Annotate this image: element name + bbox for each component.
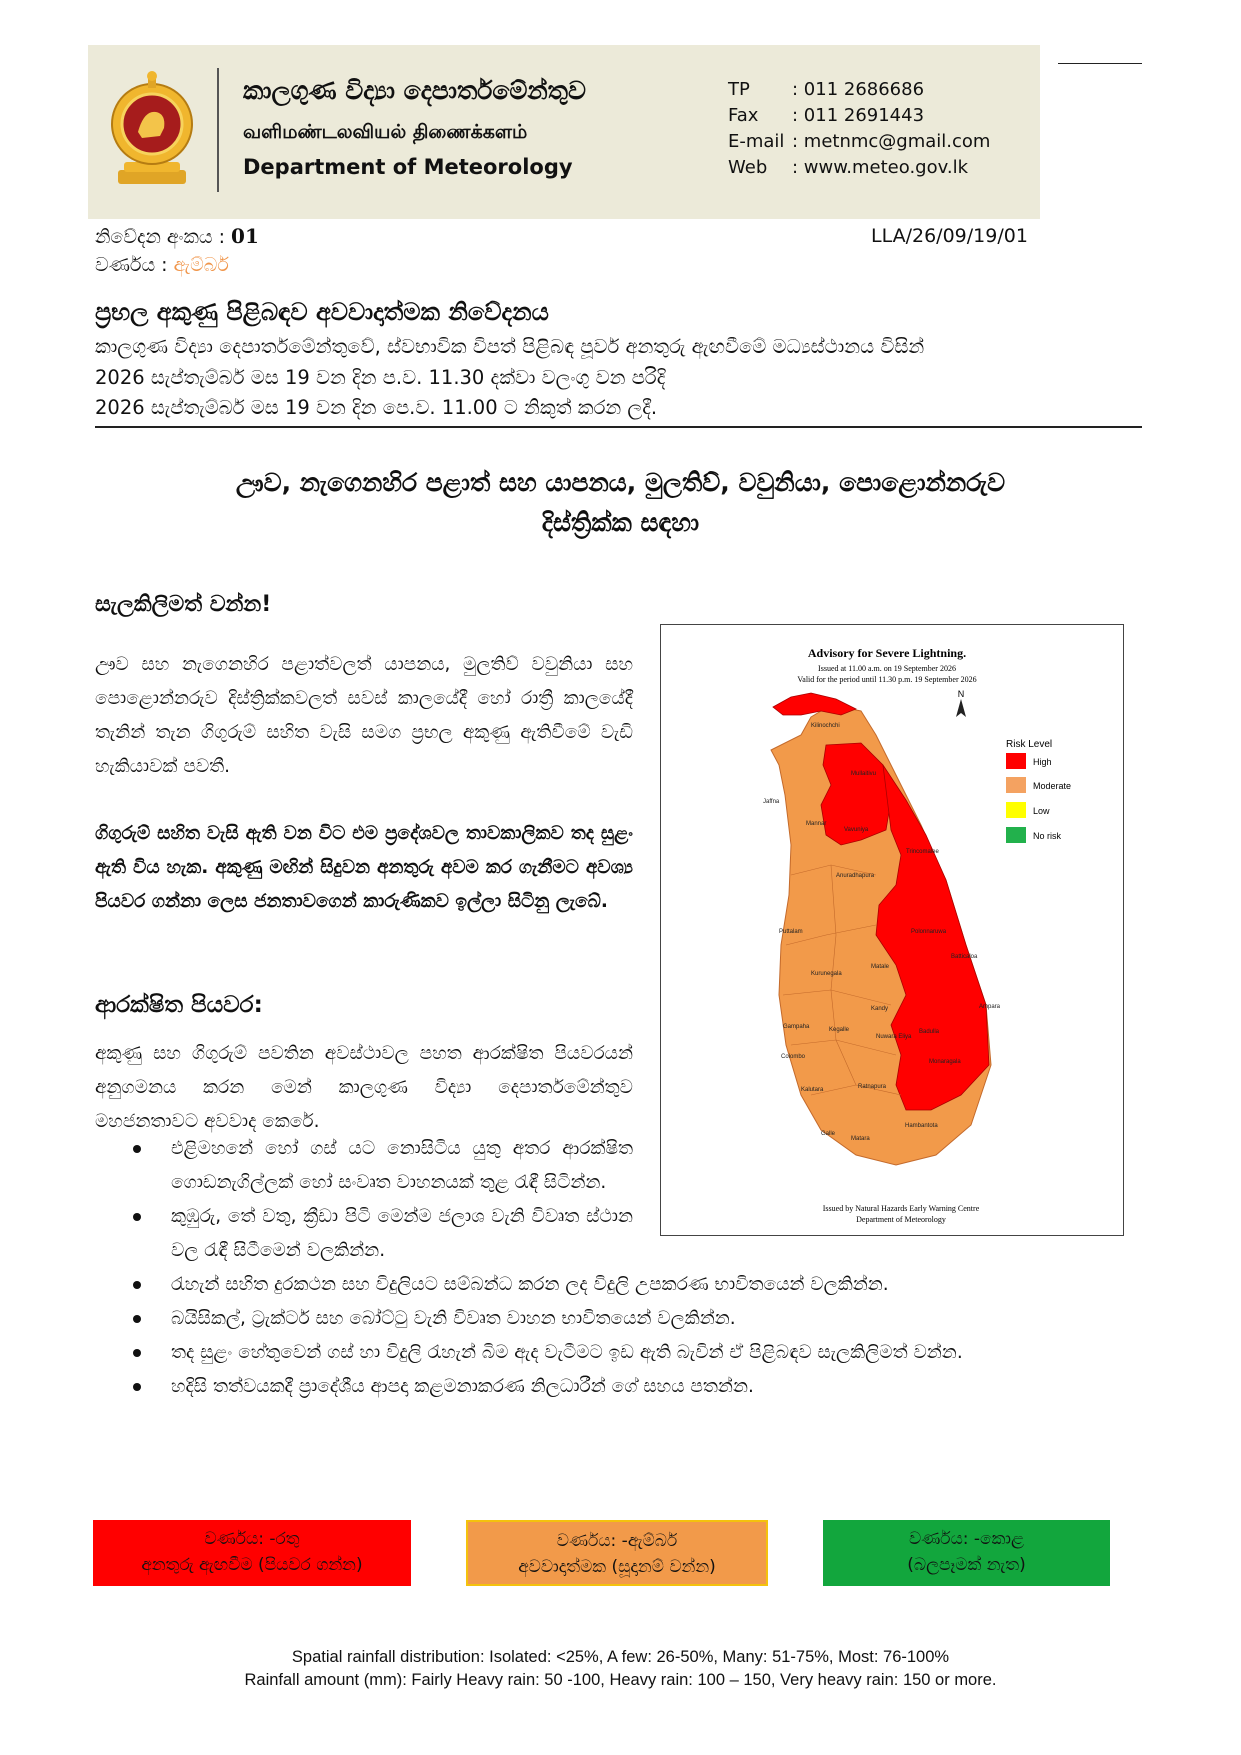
- divider: [95, 426, 1142, 428]
- legend-green: [823, 1520, 1110, 1586]
- place-label: Matara: [851, 1136, 870, 1142]
- precautions-intro: අකුණු සහ ගිගුරුම් පවතින අවස්ථාවල පහත ආරක්ෂිත පියවරයන් අනුගමනය කරන මෙන් කාලගුණ විද්‍යා දෙපාර්තමේන්තුව මහජනතාවට අවවාද කෙරේ.: [95, 1043, 633, 1132]
- precautions-heading: ආරක්ෂිත පියවර:: [95, 992, 263, 1018]
- risk-legend-title: Risk Level: [1006, 739, 1053, 750]
- legend-line: වර්ණය: -ඇම්බර්: [556, 1531, 678, 1551]
- list-item-text: හදිසි තත්වයකදී ප්‍රාදේශීය ආපදා කළමනාකරණ නිලධාරීන් ගේ සහය පතන්න.: [171, 1376, 754, 1397]
- map-footer: Issued by Natural Hazards Early Warning Centre: [822, 1204, 980, 1213]
- reference-code: LLA/26/09/19/01: [871, 225, 1028, 247]
- place-label: Kegalle: [829, 1027, 850, 1033]
- issue-line: කාලගුණ විද්‍යා දෙපාර්තමේන්තුවේ, ස්වභාවික විපත් පිළිබඳ පූර්ව අනතුරු ඇඟවීමේ මධ්‍යස්ථානය විසින්: [95, 335, 925, 358]
- contact-fax: [728, 103, 924, 129]
- list-item-text: එළිමහනේ හෝ ගස් යට නොසිටිය යුතු අතර ආරක්ෂිත ගොඩනැගිල්ලක් හෝ සංවෘත වාහනයක් තුළ රැඳී සිටින්න.: [171, 1138, 633, 1193]
- contact-web: [728, 155, 968, 181]
- contact-value[interactable]: : metnmc@gmail.com: [792, 131, 991, 152]
- header-divider: [217, 68, 219, 192]
- place-label: Batticaloa: [951, 954, 978, 960]
- contact-value: : 011 2691443: [792, 105, 925, 126]
- map-footer: Department of Meteorology: [856, 1215, 946, 1224]
- legend-line: අවවාදාත්මක (සූදානම් වන්න): [518, 1557, 716, 1577]
- contact-value: : 011 2686686: [792, 79, 925, 100]
- issue-line: 2026 සැප්තැම්බර් මස 19 වන දින ප.ව. 11.30 දක්වා වලංගු වන පරිදි: [95, 366, 666, 389]
- place-label: Kilinochchi: [811, 723, 840, 729]
- districts-heading: දිස්ත්‍රික්ක සඳහා: [541, 508, 700, 537]
- place-label: Colombo: [781, 1054, 806, 1060]
- place-label: Hambantota: [905, 1123, 938, 1129]
- contact-value[interactable]: : www.meteo.gov.lk: [792, 157, 969, 178]
- legend-line: අනතුරු ඇඟවීම (පියවර ගන්න): [141, 1555, 363, 1575]
- list-item: [95, 1370, 963, 1404]
- place-label: Kurunegala: [811, 971, 842, 977]
- list-item-text: රැහැන් සහිත දුරකථන සහ විදුලියට සම්බන්ධ කරන ලද විදුලි උපකරණ භාවිතයෙන් වලකින්න.: [171, 1274, 889, 1295]
- bullet-icon: [133, 1145, 141, 1153]
- legend-red: [93, 1520, 411, 1586]
- notice-number-label: නිවේදන අංකය :: [95, 226, 232, 248]
- map-issued: Issued at 11.00 a.m. on 19 September 2026: [818, 664, 956, 673]
- legend-swatch-high: [1006, 753, 1026, 769]
- advisory-title: ප්‍රභල අකුණු පිළිබඳව අවවාදාත්මක නිවේදනය: [95, 298, 549, 326]
- place-label: Kalutara: [801, 1087, 824, 1093]
- legend-swatch-low: [1006, 802, 1026, 818]
- legend-line: වර්ණය: -රතු: [204, 1529, 300, 1549]
- contact-label: E-mail: [728, 131, 785, 152]
- dept-name-sinhala: කාලගුණ විද්‍යා දෙපාර්තමේන්තුව: [243, 76, 586, 105]
- place-label: Ratnapura: [858, 1084, 887, 1090]
- colour-value: ඇම්බර්: [173, 254, 229, 276]
- legend-line: (බලපෑමක් නැත): [907, 1555, 1026, 1575]
- contact-label: Fax: [728, 105, 759, 126]
- legend-amber: [466, 1520, 768, 1586]
- contact-label: TP: [728, 79, 750, 100]
- legend-swatch-no-risk: [1006, 827, 1026, 843]
- warning-paragraph: ගිගුරුම් සහිත වැසි ඇති වන විට එම ප්‍රදේශවල තාවකාලිකව තද සුළං ඇති විය හැක. අකුණු මඟින් සිදුවන අනතුරු අවම කර ගැනීමට අවශ්‍ය පියවර ගන්නා ලෙස ජනතාවගෙන් කාරුණිකව ඉල්ලා සිටිනු ලැබේ.: [95, 823, 633, 912]
- legend-label: No risk: [1033, 831, 1062, 841]
- place-label: Galle: [821, 1131, 836, 1137]
- place-label: Vavuniya: [844, 827, 869, 833]
- issue-line: 2026 සැප්තැම්බර් මස 19 වන දින පෙ.ව. 11.00 ට නිකුත් කරන ලදී.: [95, 396, 658, 419]
- contact-label: Web: [728, 157, 768, 178]
- notice-number: [95, 224, 259, 248]
- place-label: Puttalam: [779, 929, 803, 935]
- list-item: [95, 1336, 963, 1370]
- legend-line: වර්ණය: -කොළ: [908, 1529, 1024, 1549]
- place-label: Matale: [871, 964, 890, 970]
- header-rule: [1058, 63, 1142, 64]
- list-item-text: බයිසිකල්, ට්‍රැක්ටර් සහ බෝට්ටු වැනි විවෘත වාහන භාවිතයෙන් වලකින්න.: [171, 1308, 736, 1329]
- footer-note: Spatial rainfall distribution: Isolated: <25%, A few: 26-50%, Many: 51-75%, Most: 76-100%: [291, 1648, 950, 1666]
- sri-lanka-emblem-icon: [108, 70, 196, 188]
- legend-label: Low: [1033, 806, 1050, 816]
- place-label: Nuwara Eliya: [876, 1034, 912, 1040]
- legend-label: High: [1033, 757, 1052, 767]
- place-label: Anuradhapura: [836, 873, 875, 879]
- map-title: Advisory for Severe Lightning.: [807, 646, 967, 660]
- legend-label: Moderate: [1033, 781, 1072, 791]
- contact-email: [728, 129, 990, 155]
- place-label: Badulla: [919, 1029, 940, 1035]
- bullet-icon: [133, 1349, 141, 1357]
- place-label: Polonnaruwa: [911, 929, 947, 935]
- list-item: [95, 1268, 963, 1302]
- place-label: Trincomalee: [906, 849, 939, 855]
- place-label: Ampara: [979, 1004, 1001, 1010]
- footer-note: Rainfall amount (mm): Fairly Heavy rain: 50 -100, Heavy rain: 100 – 150, Very heavy rain: 150 or more.: [244, 1671, 997, 1689]
- map-region-jaffna: [773, 693, 856, 715]
- place-label: Kandy: [871, 1006, 889, 1012]
- legend-swatch-moderate: [1006, 777, 1026, 793]
- contact-phone: [728, 77, 924, 103]
- place-label: Jaffna: [763, 799, 780, 805]
- place-label: Monaragala: [929, 1059, 961, 1065]
- forecast-paragraph: ඌව සහ නැගෙනහිර පළාත්වලත් යාපනය, මුලතිව් වවුනියා සහ පොළොන්නරුව දිස්ත්‍රික්කවලත් සවස් කාලයේදී හෝ රාත්‍රී කාලයේදී තැනින් තැන ගිගුරුම් සහිත වැසි සමග ප්‍රභල අකුණු ඇතිවීමේ වැඩි හැකියාවක් පවතී.: [95, 654, 633, 777]
- colour-label: වර්ණය :: [95, 254, 174, 276]
- dept-name-english: Department of Meteorology: [243, 155, 573, 179]
- place-label: Mullaitivu: [851, 771, 877, 777]
- notice-number-value: 01: [231, 224, 259, 248]
- districts-heading: ඌව, නැගෙනහිර පළාත් සහ යාපනය, මුලතිව්, වවුනියා, පොළොන්නරුව: [235, 468, 1006, 497]
- bullet-icon: [133, 1315, 141, 1323]
- north-label: N: [957, 689, 965, 699]
- list-item-text: තද සුළං හේතුවෙන් ගස් හා විදුලි රැහැන් බිම ඇද වැටීමට ඉඩ ඇති බැවින් ඒ පිළිබඳව සැලකිලිමත් වන්න.: [171, 1342, 963, 1363]
- list-item-text: කුඹුරු, තේ වතු, ක්‍රීඩා පිටි මෙන්ම ජලාශ වැනි විවෘත ස්ථාන වල රැඳී සිටීමෙන් වලකින්න.: [171, 1206, 633, 1261]
- place-label: Mannar: [806, 821, 827, 827]
- bullet-icon: [133, 1281, 141, 1289]
- notice-colour: [95, 254, 229, 276]
- bullet-icon: [133, 1383, 141, 1391]
- place-label: Gampaha: [783, 1024, 810, 1030]
- dept-name-tamil: வளிமண்டலவியல் திணைக்களம்: [243, 121, 528, 143]
- lightning-risk-map: [660, 624, 1124, 1236]
- bullet-icon: [133, 1213, 141, 1221]
- beware-heading: සැලකිලිමත් වන්න!: [95, 592, 272, 617]
- list-item: [95, 1302, 963, 1336]
- map-valid: Valid for the period until 11.30 p.m. 19 September 2026: [797, 675, 977, 684]
- north-arrow-icon: [956, 699, 966, 717]
